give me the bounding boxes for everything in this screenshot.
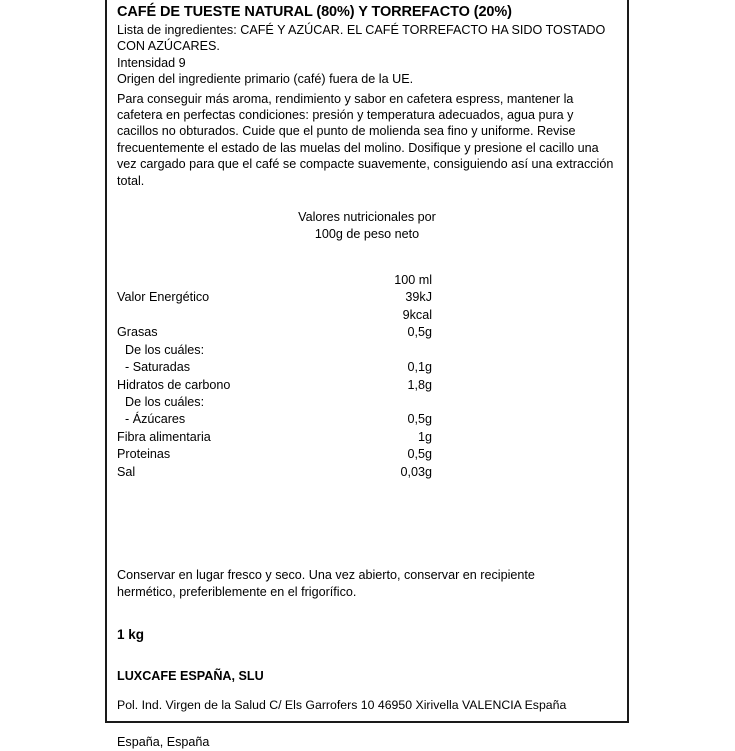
company-address: Pol. Ind. Virgen de la Salud C/ Els Garrofers 10 46950 Xirivella VALENCIA España (117, 698, 567, 713)
table-row (117, 411, 432, 428)
intensity-text: Intensidad 9 (117, 55, 186, 70)
nutrient-label: Proteinas (117, 447, 171, 462)
nutrition-section (117, 209, 619, 481)
net-weight: 1 kg (117, 627, 145, 643)
nutrient-label (117, 307, 321, 324)
nutrient-value (321, 394, 432, 411)
table-row (117, 307, 432, 324)
nutrient-label: Hidratos de carbono (117, 377, 231, 392)
nutrient-label: - Ázúcares (125, 412, 186, 427)
nutrition-heading (217, 209, 517, 243)
nutrient-value (321, 342, 432, 359)
nutrition-column-header: 100 ml (394, 273, 432, 288)
ingredients-list: Lista de ingredientes: CAFÉ Y AZÚCAR. EL CAFÉ TORREFACTO HA SIDO TOSTADO CON AZÚCARES. (117, 23, 606, 54)
nutrient-value: 0,5g (407, 447, 432, 462)
nutrition-heading-line-2: 100g de peso neto (314, 227, 420, 242)
table-row (117, 324, 432, 341)
table-row (117, 446, 432, 463)
nutrient-value: 0,1g (407, 360, 432, 375)
nutrition-header-label (117, 272, 321, 289)
table-row (117, 394, 432, 411)
company-name: LUXCAFE ESPAÑA, SLU (117, 669, 264, 684)
nutrient-value: 0,5g (407, 325, 432, 340)
nutrient-value: 1,8g (407, 377, 432, 392)
storage-instructions: Conservar en lugar fresco y seco. Una vez abierto, conservar en recipiente hermético, preferiblemente en el frigorífico. (117, 567, 535, 599)
nutrient-label: Fibra alimentaria (117, 429, 211, 444)
table-row (117, 377, 432, 394)
nutrient-label: Valor Energético (117, 290, 210, 305)
table-row (117, 359, 432, 376)
nutrient-value: 9kcal (402, 307, 432, 322)
table-row (117, 464, 432, 481)
nutrient-value: 39kJ (405, 290, 432, 305)
table-row (117, 342, 432, 359)
table-row (117, 289, 432, 306)
table-header-row (117, 272, 432, 289)
nutrient-value: 0,03g (400, 464, 432, 479)
preparation-instructions: Para conseguir más aroma, rendimiento y sabor en cafetera espress, mantener la cafetera en perfectas condiciones: presión y temperatura adecuados, agua pura y cacillos no obturados. Cuide que el punto de molienda sea fino y uniforme. Revise frecuentemente el estado de las muelas del molino. Dosifique y presione el cacillo una vez cargado para que el café se compacte suavemente, consiguiendo así una extracción total. (117, 91, 614, 188)
country-of-origin: España, España (117, 734, 210, 749)
nutrition-heading-line-1: Valores nutricionales por (298, 210, 436, 225)
primary-ingredient-origin: Origen del ingrediente primario (café) fuera de la UE. (117, 72, 414, 87)
page-title: CAFÉ DE TUESTE NATURAL (80%) Y TORREFACTO (20%) (117, 4, 512, 20)
nutrition-table (117, 272, 432, 481)
nutrient-label: De los cuáles: (125, 394, 205, 409)
nutrient-label: Sal (117, 464, 136, 479)
table-row (117, 429, 432, 446)
nutrient-value: 0,5g (407, 412, 432, 427)
nutrient-label: - Saturadas (125, 360, 191, 375)
label-content (117, 4, 619, 749)
product-label-frame (105, 0, 629, 749)
nutrient-label: Grasas (117, 325, 158, 340)
nutrient-value: 1g (417, 429, 432, 444)
nutrient-label: De los cuáles: (125, 342, 205, 357)
